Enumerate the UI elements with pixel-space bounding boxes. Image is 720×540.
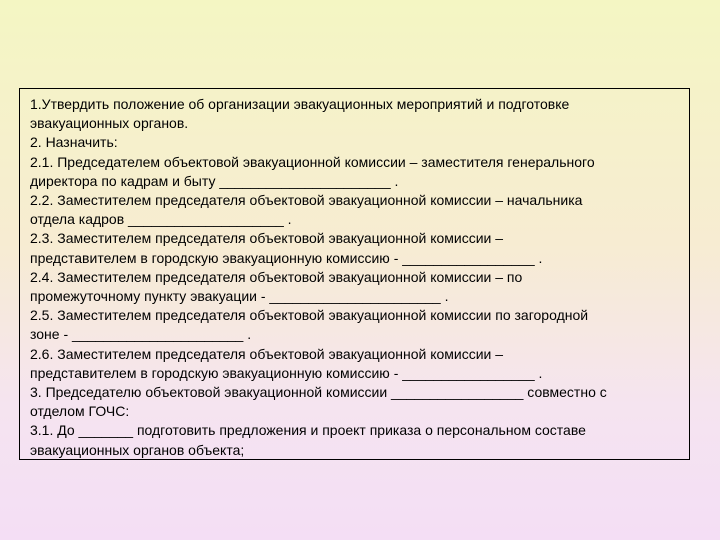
text-line-16: 3. Председателю объектовой эвакуационной комиссии _________________ совместно с <box>30 384 607 401</box>
document-text-box <box>19 88 690 460</box>
text-line-3: 2. Назначить: <box>30 134 118 151</box>
text-line-10: 2.4. Заместителем председателя объектовой эвакуационной комиссии – по <box>30 268 523 285</box>
text-line-18: 3.1. До _______ подготовить предложения и проект приказа о персональном составе <box>30 422 586 439</box>
text-line-17: отделом ГОЧС: <box>30 403 130 420</box>
text-line-1: 1.Утвердить положение об организации эвакуационных мероприятий и подготовке <box>30 96 570 112</box>
text-line-12: 2.5. Заместителем председателя объектовой эвакуационной комиссии по загородной <box>30 307 589 324</box>
text-line-15: представителем в городскую эвакуационную комиссию - _________________ . <box>30 364 543 381</box>
text-line-13: зоне - ______________________ . <box>30 326 252 343</box>
text-line-14: 2.6. Заместителем председателя объектовой эвакуационной комиссии – <box>30 345 504 362</box>
text-line-5: директора по кадрам и быту ______________________ . <box>30 172 399 189</box>
text-line-8: 2.3. Заместителем председателя объектовой эвакуационной комиссии – <box>30 230 504 247</box>
text-line-4: 2.1. Председателем объектовой эвакуационной комиссии – заместителя генерального <box>30 153 595 170</box>
text-line-2: эвакуационных органов. <box>30 115 189 132</box>
text-line-6: 2.2. Заместителем председателя объектовой эвакуационной комиссии – начальника <box>30 192 583 209</box>
text-line-11: промежуточному пункту эвакуации - ______________________ . <box>30 288 449 305</box>
text-line-19: эвакуационных органов объекта; <box>30 441 245 458</box>
text-line-7: отдела кадров ____________________ . <box>30 211 292 228</box>
text-line-9: представителем в городскую эвакуационную комиссию - _________________ . <box>30 249 543 266</box>
